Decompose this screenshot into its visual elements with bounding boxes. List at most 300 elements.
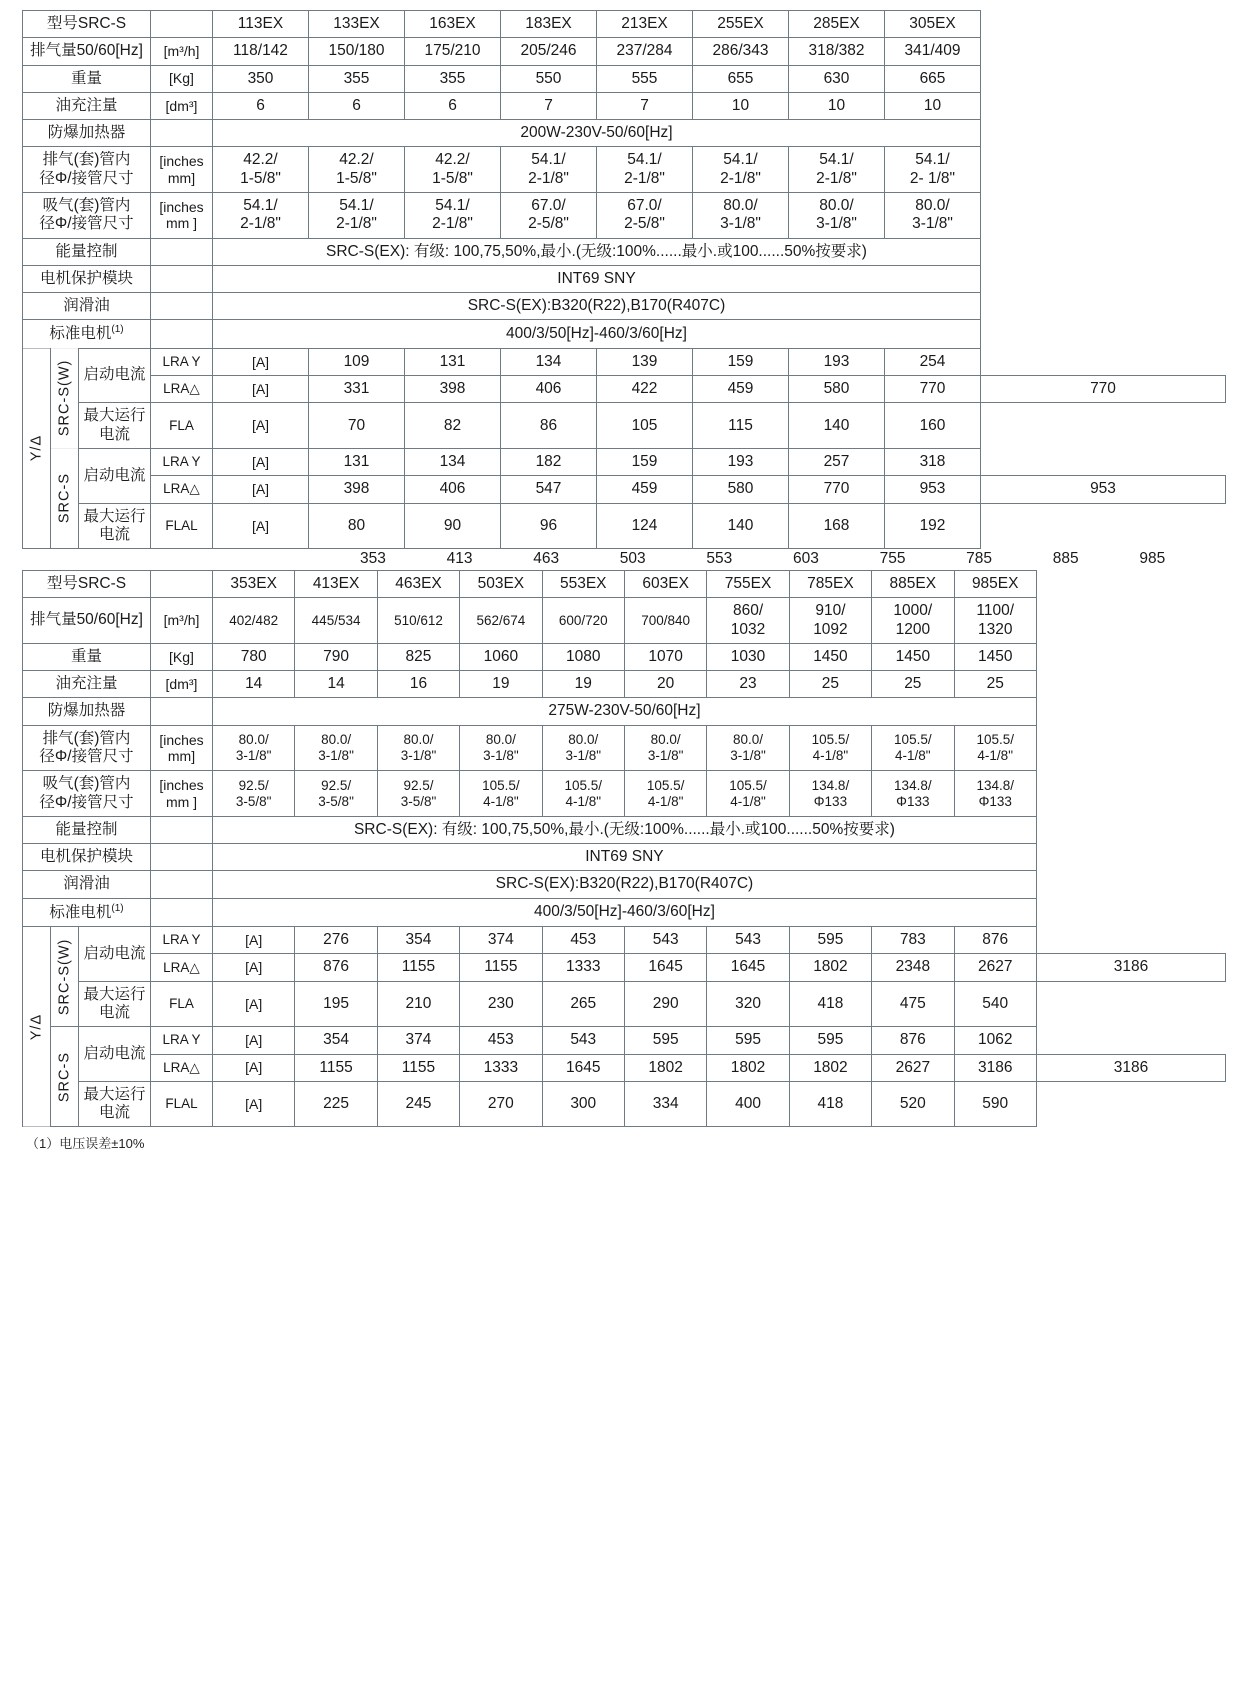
data-cell: 3186 [1036,1054,1225,1081]
data-cell: 600/720 [542,598,624,644]
data-cell: 595 [789,927,871,954]
data-cell [309,192,405,238]
data-cell: 1070 [624,643,706,670]
overflow-row [22,549,1226,570]
table-row-model [23,571,1226,598]
data-cell: 580 [789,376,885,403]
unit-cell-amp: [A] [213,1027,295,1054]
unit-cell-amp: [A] [213,448,309,475]
data-cell: 131 [405,348,501,375]
data-cell: 422 [597,376,693,403]
data-cell: 400 [707,1081,789,1127]
table-row-lubricant [23,293,1226,320]
data-cell [872,725,954,771]
data-cell: 20 [624,671,706,698]
data-cell: 876 [954,927,1036,954]
value-bottom: 2-1/8" [240,215,281,233]
row-label-model: 型号SRC-S [23,571,151,598]
data-cell: 459 [597,476,693,503]
data-cell: 555 [597,65,693,92]
unit-cell-amp: [A] [213,503,309,549]
row-label-standard-motor [23,898,151,926]
value-top: 42.2/ [435,151,470,169]
data-cell: 406 [501,376,597,403]
value-top: 42.2/ [339,151,374,169]
table-row-srcs-lra-y [23,1027,1226,1054]
data-cell: 910/ 1092 [789,598,871,644]
data-cell: 374 [377,1027,459,1054]
data-cell [872,771,954,817]
model-cell: 413EX [295,571,377,598]
data-cell: 475 [872,981,954,1027]
table-row-srcsw-fla [23,981,1226,1027]
unit-cell-oil: [dm³] [151,671,213,698]
unit-cell-standard-motor [151,898,213,926]
data-cell [707,725,789,771]
data-cell: 1000/ 1200 [872,598,954,644]
model-cell: 353EX [213,571,295,598]
row-label-flow: 排气量50/60[Hz] [23,598,151,644]
sub-label-lra-y: LRA Y [151,448,213,475]
data-cell: 140 [789,403,885,449]
row-label-start-current: 启动电流 [79,927,151,982]
row-label-line2: 径Φ/接管尺寸 [39,793,134,811]
group-label-srcs: SRC-S [51,448,79,548]
model-cell: 163EX [405,11,501,38]
value-bottom: 2-1/8" [336,215,377,233]
unit-cell-capacity-control [151,816,213,843]
value-bottom: Φ133 [813,793,848,809]
table-row-srcsw-lra-d [23,954,1226,981]
row-label-weight: 重量 [23,643,151,670]
model-cell: 213EX [597,11,693,38]
unit-cell-oil: [dm³] [151,92,213,119]
overflow-cell: 885 [1052,550,1079,568]
value-bottom: 3-5/8" [318,793,354,809]
value-bottom: 3-5/8" [235,793,272,809]
value-bottom: Φ133 [978,793,1012,809]
data-cell-motor-protection: INT69 SNY [213,265,981,292]
data-cell: 1645 [624,954,706,981]
value-top: 105.5/ [729,777,767,793]
unit-cell-amp: [A] [213,981,295,1027]
unit-cell-standard-motor [151,320,213,348]
data-cell: 540 [954,981,1036,1027]
value-bottom: 3-1/8" [730,748,766,764]
data-cell: 550 [501,65,597,92]
data-cell [501,192,597,238]
row-label-line1: 吸气(套)管内 [42,196,131,214]
data-cell: 341/409 [885,38,981,65]
value-top: 92.5/ [238,777,269,793]
overflow-cell: 755 [879,550,906,568]
data-cell: 115 [693,403,789,449]
data-cell [309,147,405,193]
group-label-srcsw: SRC-S(W) [51,927,79,1027]
data-cell: 2627 [954,954,1036,981]
model-cell: 553EX [542,571,624,598]
data-cell: 334 [624,1081,706,1127]
row-label-motor-protection: 电机保护模块 [23,844,151,871]
data-cell-standard-motor: 400/3/50[Hz]-460/3/60[Hz] [213,898,1037,926]
row-label-line2: 径Φ/接管尺寸 [39,748,134,766]
table-row-motor-protection [23,844,1226,871]
footnote-marker: (1) [111,324,124,336]
value-top: 80.0/ [733,732,764,748]
table-row-lubricant [23,871,1226,898]
data-cell: 286/343 [693,38,789,65]
data-cell: 398 [309,476,405,503]
value-top: 92.5/ [403,777,434,793]
data-cell: 2348 [872,954,954,981]
value-bottom: 3-1/8" [647,748,684,764]
data-cell [789,771,871,817]
value-bottom: 3-1/8" [400,748,437,764]
table-row-srcsw-fla [23,403,1226,449]
data-cell: 82 [405,403,501,449]
value-top: 92.5/ [321,777,352,793]
table-row-srcs-lra-d [23,1054,1226,1081]
data-cell: 195 [295,981,377,1027]
unit-cell-heater [151,120,213,147]
row-label-line1: 排气(套)管内 [42,729,131,747]
data-cell: 1030 [707,643,789,670]
data-cell-motor-protection: INT69 SNY [213,844,1037,871]
data-cell: 290 [624,981,706,1027]
row-label-suction-pipe [23,771,151,817]
data-cell: 595 [789,1027,871,1054]
model-cell: 785EX [789,571,871,598]
data-cell: 131 [309,448,405,475]
data-cell [377,771,459,817]
model-cell: 113EX [213,11,309,38]
unit-cell-amp: [A] [213,476,309,503]
value-top: 54.1/ [819,151,854,169]
model-cell: 183EX [501,11,597,38]
value-top: 80.0/ [915,196,950,214]
value-bottom: 2-1/8" [528,169,569,187]
sub-label-lra-delta: LRA△ [151,476,213,503]
data-cell-capacity-control: SRC-S(EX): 有级: 100,75,50%,最小.(无级:100%......最小.或100......50%按要求) [213,238,981,265]
value-bottom: 2-1/8" [720,169,761,187]
group-label-srcsw: SRC-S(W) [51,348,79,448]
data-cell: 318/382 [789,38,885,65]
data-cell: 124 [597,503,693,549]
table-row-srcsw-lra-y [23,348,1226,375]
data-cell [789,725,871,771]
overflow-cell: 603 [792,550,819,568]
model-cell: 133EX [309,11,405,38]
value-bottom: 3-1/8" [720,215,761,233]
value-bottom: 4-1/8" [730,793,766,809]
data-cell: 134 [405,448,501,475]
data-cell: 182 [501,448,597,475]
row-label-start-current: 启动电流 [79,448,151,503]
unit-cell-capacity-control [151,238,213,265]
data-cell: 14 [213,671,295,698]
table-row-srcsw-lra-y [23,927,1226,954]
data-cell: 70 [309,403,405,449]
data-cell [954,771,1036,817]
value-top: 80.0/ [238,732,269,748]
data-cell: 1062 [954,1027,1036,1054]
unit-line1: [inches [159,731,204,748]
unit-cell-lubricant [151,293,213,320]
group-label-srcs: SRC-S [51,1027,79,1127]
value-bottom: 2-1/8" [624,169,665,187]
overflow-spacer [22,549,360,570]
data-cell: 1802 [624,1054,706,1081]
value-top: 54.1/ [627,151,662,169]
data-cell: 159 [693,348,789,375]
row-label-oil: 油充注量 [23,671,151,698]
data-cell: 3186 [954,1054,1036,1081]
value-bottom: 4-1/8" [647,793,684,809]
unit-line2: mm] [167,748,196,765]
data-cell: 510/612 [377,598,459,644]
value-top: 54.1/ [243,196,278,214]
row-label-standard-motor [23,320,151,348]
sub-label-lra-delta: LRA△ [151,1054,213,1081]
row-label-max-run-current: 最大运行电流 [79,1081,151,1127]
row-label-suction-pipe [23,192,151,238]
data-cell: 320 [707,981,789,1027]
data-cell: 265 [542,981,624,1027]
data-cell: 453 [542,927,624,954]
data-cell: 3186 [1036,954,1225,981]
data-cell: 655 [693,65,789,92]
unit-line1: [inches [159,153,204,170]
data-cell: 1155 [460,954,542,981]
data-cell: 25 [954,671,1036,698]
data-cell: 953 [981,476,1226,503]
unit-cell-motor-protection [151,265,213,292]
overflow-cell: 463 [533,550,560,568]
sub-label-lra-delta: LRA△ [151,376,213,403]
unit-cell-amp: [A] [213,348,309,375]
data-cell: 1802 [789,954,871,981]
data-cell: 402/482 [213,598,295,644]
sub-label-lra-delta: LRA△ [151,954,213,981]
data-cell: 398 [405,376,501,403]
data-cell: 1155 [377,1054,459,1081]
data-cell: 6 [309,92,405,119]
footnote-marker: (1) [111,902,124,914]
data-cell [213,725,295,771]
data-cell: 10 [885,92,981,119]
value-top: 105.5/ [564,777,603,793]
unit-cell-suction-pipe [151,192,213,238]
value-top: 105.5/ [646,777,685,793]
data-cell: 1333 [542,954,624,981]
data-cell [213,771,295,817]
row-label-heater: 防爆加热器 [23,698,151,725]
overflow-number-row [22,549,1226,570]
table-row-motor-protection [23,265,1226,292]
value-bottom: 2-5/8" [624,215,665,233]
data-cell: 406 [405,476,501,503]
model-cell: 985EX [954,571,1036,598]
value-top: 54.1/ [435,196,470,214]
unit-cell-amp: [A] [213,376,309,403]
data-cell: 245 [377,1081,459,1127]
value-bottom: 2- 1/8" [909,169,956,187]
data-cell: 580 [693,476,789,503]
value-top: 80.0/ [723,196,758,214]
table-row-oil [23,671,1226,698]
unit-line2: mm ] [165,215,198,232]
unit-cell-amp: [A] [213,954,295,981]
data-cell: 770 [789,476,885,503]
data-cell-capacity-control: SRC-S(EX): 有级: 100,75,50%,最小.(无级:100%......最小.或100......50%按要求) [213,816,1037,843]
value-top: 54.1/ [915,151,950,169]
data-cell: 7 [597,92,693,119]
data-cell: 23 [707,671,789,698]
value-top: 80.0/ [403,732,434,748]
data-cell: 19 [460,671,542,698]
value-bottom: 4-1/8" [977,748,1013,764]
data-cell: 459 [693,376,789,403]
data-cell [885,192,981,238]
data-cell: 1333 [460,1054,542,1081]
value-top: 54.1/ [339,196,374,214]
sub-label-lra-y: LRA Y [151,1027,213,1054]
table-row-capacity-control [23,816,1226,843]
data-cell [693,192,789,238]
table-row-suction-pipe [23,771,1226,817]
data-cell: 140 [693,503,789,549]
data-cell: 7 [501,92,597,119]
data-cell: 543 [707,927,789,954]
row-label-line1: 吸气(套)管内 [42,775,131,793]
data-cell [693,147,789,193]
data-cell [460,725,542,771]
data-cell: 257 [789,448,885,475]
data-cell [213,192,309,238]
unit-cell-amp: [A] [213,1054,295,1081]
row-label-lubricant: 润滑油 [23,293,151,320]
unit-cell-amp: [A] [213,403,309,449]
data-cell: 770 [981,376,1226,403]
data-cell: 1645 [542,1054,624,1081]
data-cell: 825 [377,643,459,670]
data-cell [377,725,459,771]
value-bottom: 4-1/8" [565,793,602,809]
data-cell: 1450 [872,643,954,670]
table-row-standard-motor [23,898,1226,926]
data-cell: 300 [542,1081,624,1127]
data-cell [707,771,789,817]
table-row-heater [23,698,1226,725]
row-label-line1: 排气(套)管内 [42,151,131,169]
model-cell: 255EX [693,11,789,38]
value-top: 80.0/ [650,732,681,748]
data-cell: 6 [405,92,501,119]
value-top: 134.8/ [811,777,850,793]
data-cell: 19 [542,671,624,698]
unit-cell-motor-protection [151,844,213,871]
unit-line2: mm] [167,169,196,186]
data-cell [501,147,597,193]
data-cell: 665 [885,65,981,92]
data-cell: 1802 [707,1054,789,1081]
data-cell: 1645 [707,954,789,981]
table-row-suction-pipe [23,192,1226,238]
unit-cell-model [151,571,213,598]
overflow-cell: 553 [706,550,733,568]
data-cell: 770 [885,376,981,403]
data-cell: 595 [707,1027,789,1054]
data-cell: 876 [295,954,377,981]
data-cell: 1450 [954,643,1036,670]
data-cell: 453 [460,1027,542,1054]
data-cell-heater: 200W-230V-50/60[Hz] [213,120,981,147]
row-label-line2: 径Φ/接管尺寸 [39,215,134,233]
value-top: 67.0/ [627,196,662,214]
row-label-max-run-current: 最大运行电流 [79,503,151,549]
sub-label-lra-y: LRA Y [151,927,213,954]
table-row-srcs-flal [23,1081,1226,1127]
data-cell: 237/284 [597,38,693,65]
row-label-text: 标准电机 [49,903,112,921]
unit-cell-weight: [Kg] [151,643,213,670]
data-cell: 355 [405,65,501,92]
data-cell: 1155 [377,954,459,981]
data-cell: 418 [789,981,871,1027]
unit-line2: mm ] [165,793,198,810]
data-cell: 16 [377,671,459,698]
unit-cell-suction-pipe [151,771,213,817]
data-cell: 210 [377,981,459,1027]
model-cell: 285EX [789,11,885,38]
table-row-srcs-lra-y [23,448,1226,475]
data-cell: 105 [597,403,693,449]
data-cell: 6 [213,92,309,119]
data-cell: 205/246 [501,38,597,65]
row-label-capacity-control: 能量控制 [23,238,151,265]
data-cell: 96 [501,503,597,549]
data-cell: 1802 [789,1054,871,1081]
data-cell: 230 [460,981,542,1027]
row-label-start-current: 启动电流 [79,1027,151,1082]
value-bottom: 3-1/8" [912,215,953,233]
value-top: 54.1/ [531,151,566,169]
table-row-weight [23,65,1226,92]
value-top: 105.5/ [894,732,932,748]
data-cell: 860/ 1032 [707,598,789,644]
table-row-standard-motor [23,320,1226,348]
data-cell: 350 [213,65,309,92]
data-cell [460,771,542,817]
overflow-cell: 413 [446,550,473,568]
data-cell: 354 [295,1027,377,1054]
data-cell: 543 [542,1027,624,1054]
value-top: 80.0/ [568,732,599,748]
data-cell: 10 [693,92,789,119]
unit-cell-model [151,11,213,38]
data-cell: 953 [885,476,981,503]
data-cell: 225 [295,1081,377,1127]
data-cell [597,192,693,238]
value-bottom: 3-1/8" [318,748,354,764]
data-cell [542,725,624,771]
data-cell: 1100/ 1320 [954,598,1036,644]
data-cell [405,147,501,193]
value-bottom: 2-5/8" [528,215,569,233]
table-row-discharge-pipe [23,725,1226,771]
data-cell: 192 [885,503,981,549]
unit-line1: [inches [159,198,204,215]
